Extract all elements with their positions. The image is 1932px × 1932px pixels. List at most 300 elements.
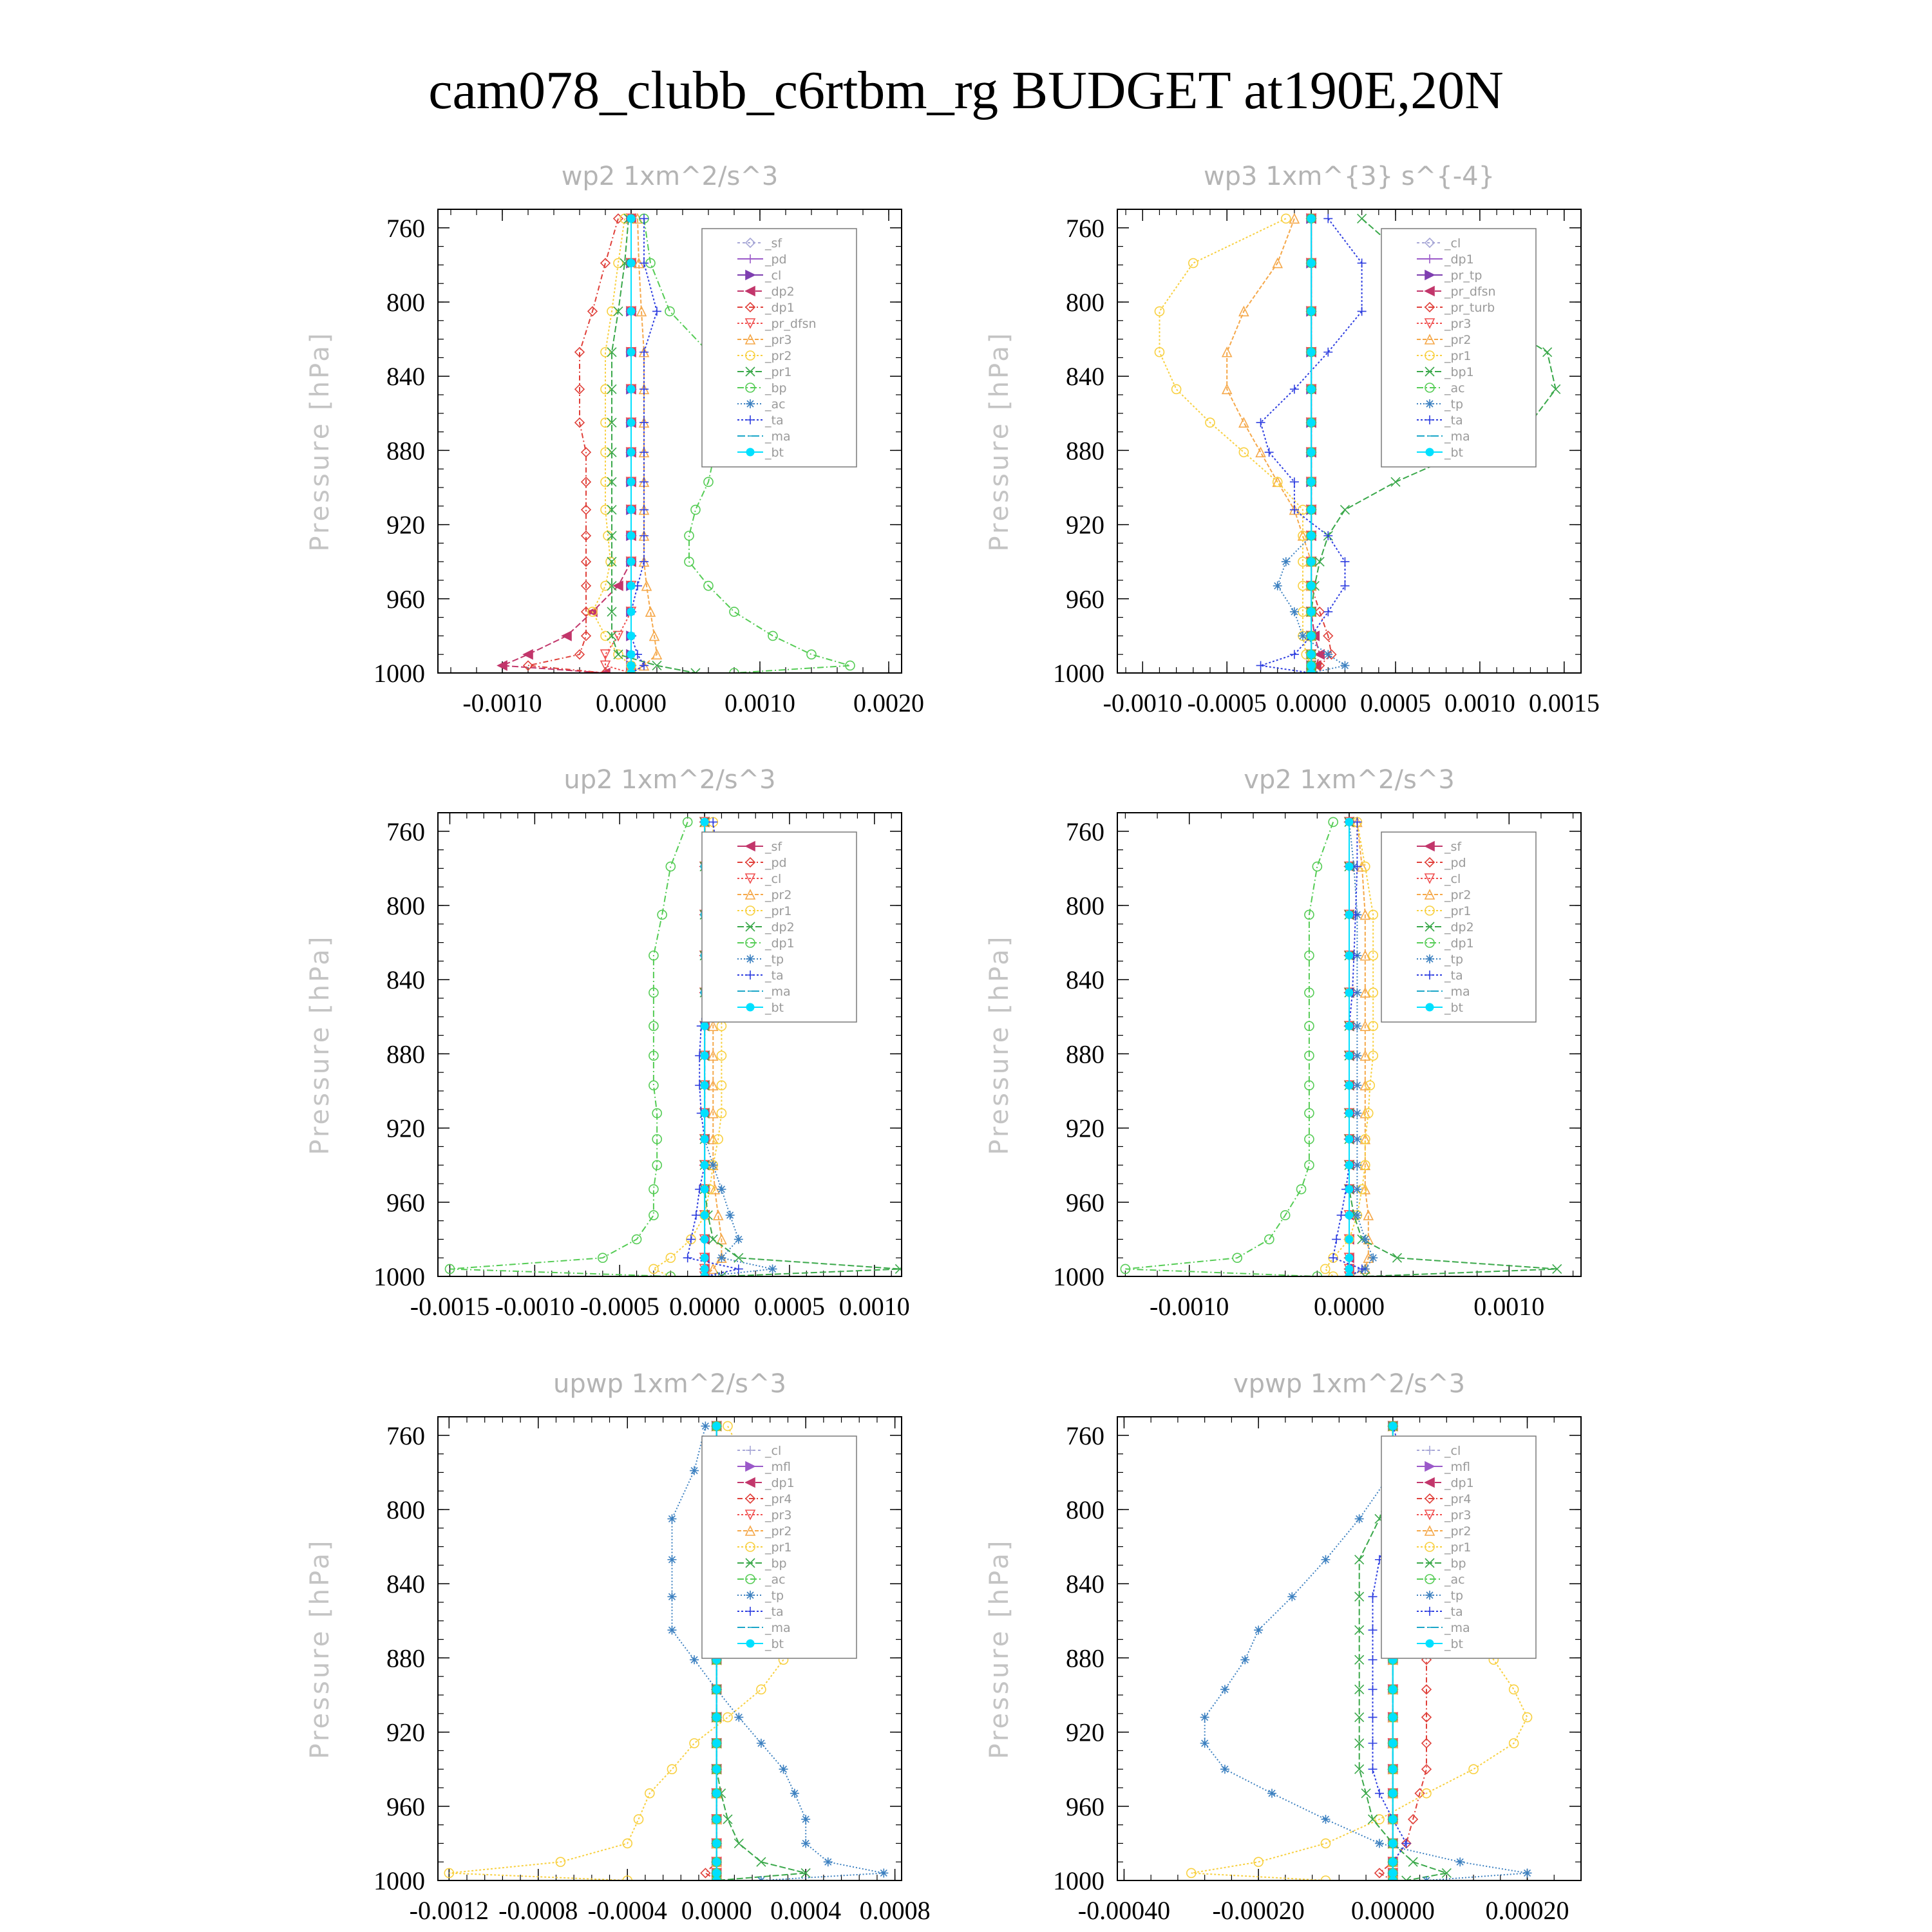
data-point — [1375, 1789, 1384, 1798]
legend-swatch-marker — [746, 954, 755, 963]
y-tick-label: 920 — [386, 1718, 425, 1747]
data-point — [1321, 1264, 1330, 1273]
legend — [702, 229, 857, 467]
data-point — [667, 1765, 676, 1774]
x-tick-label: 0.0015 — [1528, 688, 1600, 717]
data-point — [1307, 478, 1315, 486]
panel-title: up2 1xm^2/s^3 — [564, 765, 776, 795]
legend-label: _tp — [765, 1589, 784, 1603]
data-point — [1323, 607, 1332, 616]
legend-label: _pr1 — [765, 1540, 792, 1555]
data-point — [1358, 214, 1367, 223]
x-tick-label: 0.0000 — [669, 1292, 741, 1321]
data-point — [701, 818, 708, 826]
data-point — [1172, 384, 1181, 393]
y-axis-label: Pressure [hPa] — [985, 1538, 1014, 1759]
legend-label: _ac — [1444, 1573, 1465, 1587]
data-point — [601, 259, 610, 268]
data-point — [627, 532, 635, 540]
data-point — [713, 1685, 721, 1693]
y-tick-label: 1000 — [374, 659, 425, 688]
legend-label: _ta — [1444, 413, 1463, 428]
legend-label: _sf — [765, 840, 782, 854]
data-point — [1345, 911, 1353, 918]
x-tick-label: 0.0010 — [1473, 1292, 1545, 1321]
data-point — [1422, 1765, 1431, 1774]
y-tick-label: 800 — [1066, 891, 1104, 920]
legend-label: _dp1 — [1444, 252, 1474, 267]
data-point — [1361, 862, 1370, 871]
chart-panel — [985, 162, 1600, 717]
x-tick-label: -0.0010 — [1150, 1292, 1229, 1321]
data-point — [1298, 631, 1307, 640]
data-point — [614, 650, 623, 659]
y-tick-label: 1000 — [1053, 1262, 1104, 1291]
data-point — [1368, 1765, 1378, 1774]
legend-label: _pd — [765, 856, 787, 870]
legend-label: _bp — [765, 381, 787, 395]
data-point — [1254, 1625, 1263, 1634]
x-tick-label: 0.0000 — [1276, 688, 1347, 717]
x-tick-label: -0.0015 — [410, 1292, 490, 1321]
x-tick-label: -0.0012 — [409, 1896, 489, 1925]
data-point — [627, 478, 635, 486]
legend — [1381, 832, 1536, 1022]
legend-label: _pr1 — [765, 904, 792, 918]
legend-label: _dp1 — [1444, 1476, 1474, 1490]
data-point — [1305, 1160, 1314, 1170]
data-point — [1307, 608, 1315, 616]
data-point — [524, 650, 533, 659]
data-point — [666, 1253, 675, 1262]
y-tick-label: 800 — [1066, 1495, 1104, 1524]
data-point — [627, 650, 635, 658]
y-axis-label: Pressure [hPa] — [985, 934, 1014, 1155]
x-tick-label: -0.00040 — [1077, 1896, 1171, 1925]
legend-label: _pd — [765, 252, 787, 267]
data-point — [1345, 1186, 1353, 1193]
legend-label: _pr2 — [765, 349, 792, 363]
y-tick-label: 920 — [1066, 510, 1104, 540]
legend-label: _dp2 — [765, 920, 795, 934]
data-point — [1273, 582, 1282, 591]
data-point — [1352, 1135, 1361, 1144]
legend-label: _ta — [765, 969, 784, 983]
y-tick-label: 880 — [1066, 1643, 1104, 1673]
legend-label: _pr4 — [1444, 1492, 1472, 1506]
data-point — [701, 1211, 708, 1219]
data-point — [701, 1052, 708, 1059]
legend-label: _pr2 — [1444, 888, 1472, 902]
data-point — [701, 1421, 710, 1430]
data-point — [1345, 1135, 1353, 1143]
data-point — [1337, 1211, 1346, 1220]
y-tick-label: 800 — [386, 1495, 425, 1524]
y-tick-label: 920 — [1066, 1718, 1104, 1747]
data-point — [1345, 818, 1353, 826]
chart-panel — [305, 1369, 931, 1925]
data-point — [639, 506, 649, 515]
data-point — [1297, 1185, 1306, 1194]
legend-label: _ta — [1444, 1605, 1463, 1619]
y-tick-label: 840 — [386, 1569, 425, 1599]
data-point — [1307, 307, 1315, 315]
y-tick-label: 960 — [1066, 1188, 1104, 1217]
data-point — [1389, 1839, 1397, 1847]
legend-label: _bp — [765, 1557, 787, 1571]
data-point — [627, 582, 635, 590]
y-tick-label: 760 — [1066, 1421, 1104, 1450]
data-point — [1240, 1655, 1249, 1664]
data-point — [1361, 1235, 1370, 1244]
legend-label: _sf — [1444, 840, 1462, 854]
legend-swatch-marker — [1426, 1640, 1434, 1647]
data-point — [1267, 1789, 1276, 1798]
chart-panel — [305, 162, 924, 717]
x-tick-label: -0.0010 — [495, 1292, 574, 1321]
panel-title: wp3 1xm^{3} s^{-4} — [1203, 162, 1495, 191]
data-point — [1352, 1021, 1361, 1030]
data-point — [1282, 557, 1291, 566]
y-tick-label: 840 — [386, 362, 425, 392]
y-tick-label: 1000 — [374, 1262, 425, 1291]
legend-label: _dp1 — [765, 301, 795, 315]
data-point — [1389, 1739, 1397, 1747]
data-point — [667, 1514, 676, 1523]
legend-label: _bp — [1444, 1557, 1466, 1571]
data-point — [1389, 1790, 1397, 1797]
data-point — [713, 1739, 721, 1747]
data-point — [1345, 989, 1353, 996]
x-tick-label: -0.0008 — [498, 1896, 578, 1925]
data-point — [757, 1739, 766, 1748]
data-point — [1307, 582, 1315, 590]
data-point — [757, 1685, 766, 1694]
data-point — [701, 1254, 708, 1262]
data-point — [701, 1135, 708, 1143]
x-tick-label: 0.0010 — [838, 1292, 910, 1321]
data-point — [627, 307, 635, 315]
x-tick-label: -0.0005 — [580, 1292, 659, 1321]
data-point — [879, 1868, 888, 1877]
data-point — [1345, 1265, 1353, 1273]
legend-label: _cl — [1444, 236, 1461, 251]
legend-swatch-marker — [1426, 1003, 1434, 1011]
legend — [702, 1436, 857, 1658]
x-tick-label: -0.0010 — [462, 688, 542, 717]
data-point — [734, 1839, 743, 1848]
legend-label: _pr2 — [1444, 1524, 1472, 1539]
data-point — [1368, 1625, 1378, 1634]
data-point — [627, 348, 635, 356]
y-tick-label: 840 — [1066, 362, 1104, 392]
data-point — [627, 661, 635, 669]
data-point — [1345, 863, 1353, 871]
data-point — [1345, 1052, 1353, 1059]
panel-title: wp2 1xm^2/s^3 — [561, 162, 779, 191]
data-point — [1368, 1253, 1378, 1262]
data-point — [701, 1868, 710, 1877]
y-tick-label: 920 — [386, 1113, 425, 1143]
legend-label: _tp — [1444, 397, 1464, 412]
data-point — [1307, 419, 1315, 426]
data-point — [1312, 862, 1321, 871]
legend-label: _dp2 — [1444, 920, 1474, 934]
data-point — [1290, 607, 1299, 616]
chart-panels — [305, 162, 1600, 1925]
x-tick-label: -0.00020 — [1212, 1896, 1305, 1925]
data-point — [627, 558, 635, 565]
x-tick-label: 0.00000 — [1350, 1896, 1435, 1925]
data-point — [1352, 1051, 1361, 1060]
data-point — [723, 1713, 732, 1722]
data-point — [713, 1422, 721, 1430]
data-point — [1290, 477, 1299, 486]
legend-label: _dp1 — [765, 1476, 795, 1490]
data-point — [1307, 214, 1315, 222]
legend-label: _cl — [765, 872, 782, 886]
data-point — [713, 1869, 721, 1877]
y-tick-label: 760 — [386, 817, 425, 846]
data-point — [690, 1655, 699, 1664]
data-point — [701, 1022, 708, 1030]
data-point — [667, 1555, 676, 1564]
legend-swatch-marker — [1425, 399, 1434, 408]
legend-label: _ma — [1444, 985, 1470, 999]
data-point — [1321, 1815, 1330, 1824]
data-point — [666, 862, 675, 871]
data-point — [1307, 558, 1315, 565]
data-point — [1345, 1254, 1353, 1262]
chart-panel — [985, 1369, 1581, 1925]
data-point — [717, 1185, 726, 1194]
data-point — [1368, 1713, 1378, 1722]
data-point — [708, 1160, 717, 1170]
data-point — [1256, 418, 1265, 427]
data-point — [639, 384, 649, 393]
data-point — [701, 1186, 708, 1193]
x-tick-label: 0.0000 — [681, 1896, 752, 1925]
data-point — [1469, 1765, 1478, 1774]
legend-label: _pr_dfsn — [1444, 285, 1496, 299]
data-point — [1345, 1110, 1353, 1117]
legend-label: _pr1 — [1444, 904, 1472, 918]
x-tick-label: 0.0005 — [753, 1292, 825, 1321]
legend-swatch-marker — [1425, 954, 1434, 963]
data-point — [639, 557, 649, 566]
data-point — [1345, 952, 1353, 960]
data-point — [757, 1857, 766, 1866]
y-axis-label: Pressure [hPa] — [985, 330, 1014, 552]
data-point — [701, 1081, 708, 1089]
data-point — [1307, 448, 1315, 456]
legend-swatch-marker — [746, 399, 755, 408]
data-point — [1307, 661, 1315, 669]
y-axis-label: Pressure [hPa] — [305, 1538, 335, 1759]
data-point — [701, 1235, 708, 1243]
y-tick-label: 960 — [1066, 1792, 1104, 1821]
data-point — [1368, 1592, 1378, 1601]
data-point — [801, 1815, 810, 1824]
panel-title: vp2 1xm^2/s^3 — [1244, 765, 1455, 795]
data-point — [734, 1235, 743, 1244]
legend-label: _cl — [765, 269, 782, 283]
legend-label: _sf — [765, 236, 782, 251]
data-point — [734, 1713, 743, 1722]
legend-label: _pr3 — [1444, 317, 1472, 331]
y-tick-label: 960 — [1066, 584, 1104, 614]
y-tick-label: 800 — [1066, 288, 1104, 317]
y-tick-label: 880 — [386, 1643, 425, 1673]
legend-label: _pr2 — [1444, 333, 1472, 347]
data-point — [1321, 1555, 1330, 1564]
legend-label: _ac — [765, 1573, 786, 1587]
y-tick-label: 760 — [1066, 817, 1104, 846]
data-point — [634, 1815, 643, 1824]
data-point — [807, 650, 816, 659]
data-point — [649, 1211, 658, 1220]
data-point — [667, 1625, 676, 1634]
legend-swatch-marker — [746, 1003, 754, 1011]
data-point — [723, 1815, 732, 1824]
y-tick-label: 800 — [386, 288, 425, 317]
legend-swatch-marker — [1425, 1591, 1434, 1600]
legend-label: _cl — [1444, 1444, 1461, 1458]
data-point — [627, 385, 635, 393]
data-point — [691, 506, 700, 515]
data-point — [1307, 260, 1315, 267]
y-axis-label: Pressure [hPa] — [305, 934, 335, 1155]
x-tick-label: 0.00020 — [1485, 1896, 1569, 1925]
legend-label: _bt — [1444, 1637, 1464, 1651]
y-tick-label: 960 — [386, 1188, 425, 1217]
data-point — [734, 1264, 743, 1273]
data-point — [1307, 348, 1315, 356]
data-point — [1345, 1081, 1353, 1089]
data-point — [1332, 1235, 1341, 1244]
x-tick-label: 0.0020 — [853, 688, 924, 717]
y-tick-label: 960 — [386, 584, 425, 614]
data-point — [1389, 1858, 1397, 1866]
data-point — [562, 631, 571, 640]
data-point — [713, 1790, 721, 1797]
data-point — [1368, 1655, 1378, 1664]
legend-label: _pr2 — [765, 888, 792, 902]
data-point — [639, 418, 649, 427]
data-point — [627, 506, 635, 514]
data-point — [1155, 307, 1164, 316]
legend-label: _ta — [1444, 969, 1463, 983]
legend — [1381, 229, 1536, 467]
y-tick-label: 760 — [386, 1421, 425, 1450]
series-line — [1311, 218, 1331, 673]
legend-label: _pr_turb — [1444, 301, 1495, 315]
chart-panel — [985, 765, 1581, 1321]
series-line — [1160, 218, 1312, 673]
x-tick-label: 0.0008 — [859, 1896, 931, 1925]
data-point — [1352, 1185, 1361, 1194]
data-point — [1355, 1514, 1364, 1523]
y-tick-label: 880 — [386, 436, 425, 466]
legend-swatch-marker — [1426, 448, 1434, 456]
legend-label: _pr3 — [765, 1508, 792, 1522]
series-line — [1227, 218, 1311, 673]
data-point — [1389, 1815, 1397, 1823]
data-point — [1340, 661, 1349, 670]
data-point — [790, 1789, 799, 1798]
data-point — [1352, 1081, 1361, 1090]
data-point — [1402, 1839, 1411, 1848]
y-tick-label: 920 — [1066, 1113, 1104, 1143]
y-tick-label: 880 — [1066, 436, 1104, 466]
legend-label: _dp2 — [765, 285, 795, 299]
x-tick-label: 0.0000 — [1314, 1292, 1385, 1321]
data-point — [639, 348, 649, 357]
data-point — [1352, 1109, 1361, 1118]
legend-label: _ta — [765, 1605, 784, 1619]
series-line — [1125, 822, 1333, 1276]
x-tick-label: 0.0010 — [724, 688, 795, 717]
series-line — [450, 822, 688, 1276]
data-point — [665, 307, 674, 316]
legend-label: _pd — [1444, 856, 1466, 870]
panel-title: upwp 1xm^2/s^3 — [553, 1369, 786, 1399]
legend-label: _cl — [1444, 872, 1461, 886]
y-tick-label: 1000 — [1053, 1866, 1104, 1895]
data-point — [1408, 1857, 1417, 1866]
data-point — [1543, 348, 1552, 357]
data-point — [713, 1714, 721, 1721]
data-point — [652, 307, 661, 316]
data-point — [1352, 1160, 1361, 1170]
legend-label: _pr4 — [765, 1492, 792, 1506]
legend-swatch-marker — [746, 1640, 754, 1647]
legend-label: _ac — [765, 397, 786, 412]
data-point — [1389, 1685, 1397, 1693]
data-point — [713, 1858, 721, 1866]
data-point — [1368, 1685, 1378, 1694]
data-point — [690, 1466, 699, 1475]
data-point — [1389, 1714, 1397, 1721]
data-point — [1287, 1592, 1296, 1601]
series-line — [612, 218, 696, 673]
data-point — [1391, 477, 1400, 486]
data-point — [1455, 1857, 1464, 1866]
data-point — [1345, 1022, 1353, 1030]
data-point — [1220, 1765, 1229, 1774]
data-point — [639, 477, 649, 486]
data-point — [1345, 1161, 1353, 1169]
legend-swatch-marker — [746, 1591, 755, 1600]
legend-label: _dp1 — [1444, 936, 1474, 951]
data-point — [1340, 506, 1349, 515]
data-point — [1290, 214, 1299, 223]
y-tick-label: 840 — [1066, 1569, 1104, 1599]
y-tick-label: 760 — [1066, 213, 1104, 243]
y-axis-label: Pressure [hPa] — [305, 330, 335, 552]
legend-label: _bt — [765, 1637, 784, 1651]
legend-label: _bt — [765, 446, 784, 460]
data-point — [1352, 1211, 1361, 1220]
data-point — [1389, 1765, 1397, 1773]
y-tick-label: 1000 — [1053, 659, 1104, 688]
legend-swatch-marker — [746, 448, 754, 456]
data-point — [1220, 1685, 1229, 1694]
series-line — [1349, 822, 1368, 1276]
series-line — [605, 218, 631, 673]
legend-label: _pr_tp — [1444, 269, 1482, 283]
legend-label: _dp1 — [765, 936, 795, 951]
